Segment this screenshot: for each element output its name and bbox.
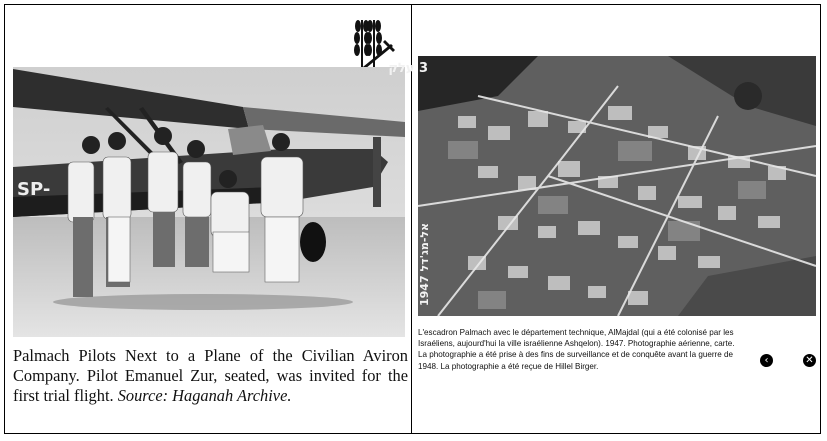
aerial-photo	[388, 56, 816, 316]
left-caption-text: Palmach Pilots Next to a Plane of the Civilian Aviron Company. Pilot Emanuel Zur, seated, was invited for the first trial flight.	[13, 346, 408, 405]
aerial-corner-label: 3 עלק	[388, 61, 428, 76]
chevron-left-icon: ‹	[764, 355, 769, 366]
plane-marking: SP-	[17, 179, 51, 200]
pilots-plane-photo	[13, 67, 405, 337]
left-caption-source: Source: Haganah Archive.	[117, 386, 292, 405]
close-icon: ✕	[805, 355, 814, 366]
left-caption	[13, 346, 408, 406]
previous-button[interactable]	[760, 354, 773, 367]
close-button[interactable]	[803, 354, 816, 367]
aerial-side-label: אל-מג'דל 1947	[418, 222, 431, 306]
right-caption: L'escadron Palmach avec le département technique, AlMajdal (qui a été colonisé par les Israéliens, aujourd'hui la ville israélienne Ashqelon). 1947. Photographie aérienne, carte. La photographie a été prise à des fins de surveillance et de conquête avant la guerre de 1948. La photographie a été reçue de Hillel Birger.	[418, 328, 735, 371]
